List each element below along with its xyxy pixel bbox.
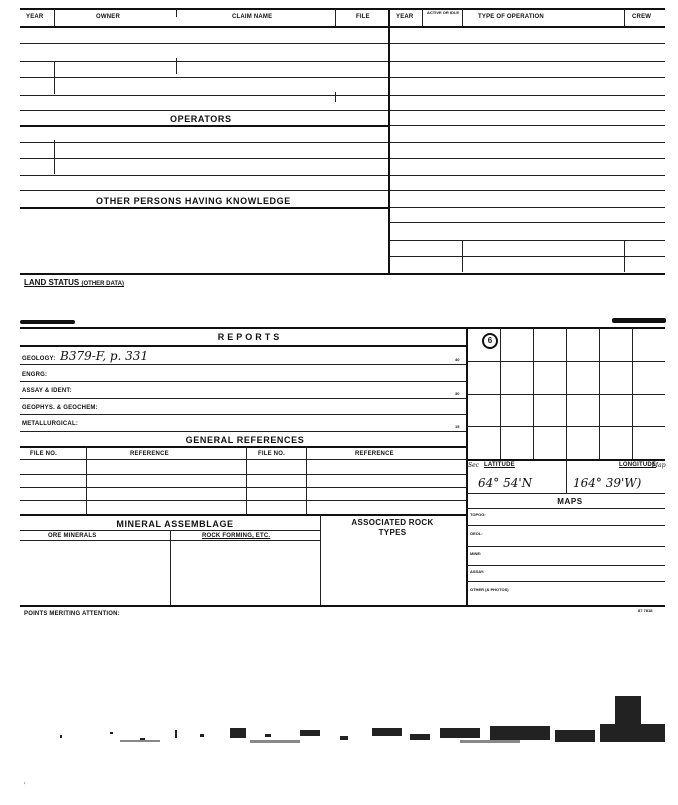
operation-row: [390, 175, 665, 176]
assay-number: 30: [455, 391, 460, 396]
col-year-header: YEAR: [26, 14, 44, 20]
owner-row: [20, 43, 390, 44]
operator-row: [20, 142, 390, 143]
operation-row: [390, 207, 665, 208]
engrg-label: ENGRG:: [22, 372, 48, 378]
lat-prefix: Sec: [468, 462, 480, 469]
owner-row: [20, 77, 390, 78]
operator-row: [20, 158, 390, 159]
maps-mine-label: MINE:: [470, 551, 482, 556]
mineral-assemblage-title: MINERAL ASSEMBLAGE: [116, 519, 234, 529]
col-active-idle-header: ACTIVE OR IDLE: [426, 10, 459, 15]
col-type-operation-header: TYPE OF OPERATION: [478, 14, 544, 20]
metallurgical-label: METALLURGICAL:: [22, 421, 79, 427]
operation-row: [390, 142, 665, 143]
ore-minerals-header: ORE MINERALS: [48, 533, 97, 539]
maps-other-label: OTHER (& PHOTOS): [470, 587, 509, 592]
col-claim-name-header: CLAIM NAME: [232, 14, 273, 20]
operation-row: [390, 125, 665, 126]
maps-title: MAPS: [557, 497, 583, 506]
col-file-header: FILE: [356, 14, 370, 20]
col-crew-header: CREW: [632, 14, 652, 20]
other-persons-title: OTHER PERSONS HAVING KNOWLEDGE: [96, 196, 291, 206]
operation-row: [390, 43, 665, 44]
latitude-value: 64° 54'N: [478, 476, 533, 490]
land-status-label: [24, 278, 124, 287]
corner-mark: ʼ: [24, 783, 26, 790]
latitude-label: LATITUDE: [484, 462, 515, 468]
rock-forming-header: ROCK FORMING, ETC.: [202, 533, 271, 539]
owner-row: [20, 61, 390, 62]
points-meriting-label: POINTS MERITING ATTENTION:: [24, 611, 120, 617]
maps-topog-label: TOPOG:: [470, 512, 486, 517]
maps-assay-label: ASSAY:: [470, 569, 485, 574]
operator-row: [20, 175, 390, 176]
operation-row: [390, 222, 665, 223]
top-border: [20, 8, 665, 10]
form-number: 87 7818: [638, 608, 653, 613]
ref-col-file-no-2: FILE NO.: [258, 451, 285, 457]
ref-col-reference: REFERENCE: [130, 451, 169, 457]
operation-row: [390, 95, 665, 96]
land-status-title: LAND STATUS: [24, 278, 80, 287]
scan-noise-band: [0, 690, 678, 760]
metallurgical-number: 15: [455, 424, 460, 429]
operation-row: [390, 77, 665, 78]
longitude-label: LONGITUDE: [619, 462, 657, 468]
operation-row: [390, 158, 665, 159]
operators-title: OPERATORS: [170, 114, 232, 124]
geology-value: B379-F, p. 331: [60, 349, 149, 363]
maps-geol-label: GEOL:: [470, 531, 483, 536]
ref-col-reference-2: REFERENCE: [355, 451, 394, 457]
operation-row: [390, 110, 665, 111]
col-owner-header: OWNER: [96, 14, 120, 20]
col-op-year-header: YEAR: [396, 14, 414, 20]
associated-rock-types-title: ASSOCIATED ROCK TYPES: [351, 518, 434, 537]
reports-title: REPORTS: [217, 332, 283, 342]
section-divider: [20, 273, 665, 275]
geophys-geochem-label: GEOPHYS. & GEOCHEM:: [22, 405, 98, 411]
geology-label: GEOLOGY:: [22, 356, 56, 362]
general-references-title: GENERAL REFERENCES: [185, 435, 305, 445]
reports-top-border: [20, 327, 665, 329]
geology-number: 40: [455, 357, 460, 362]
lon-suffix: Map: [652, 462, 666, 469]
grid-section-marker: 6: [482, 333, 498, 349]
operation-row: [390, 190, 665, 191]
ref-col-file-no: FILE NO.: [30, 451, 57, 457]
operation-row: [390, 61, 665, 62]
assay-ident-label: ASSAY & IDENT:: [22, 388, 72, 394]
longitude-value: 164° 39'W): [573, 476, 642, 490]
land-status-subtitle: (OTHER DATA): [81, 281, 124, 287]
header-divider: [20, 26, 390, 28]
